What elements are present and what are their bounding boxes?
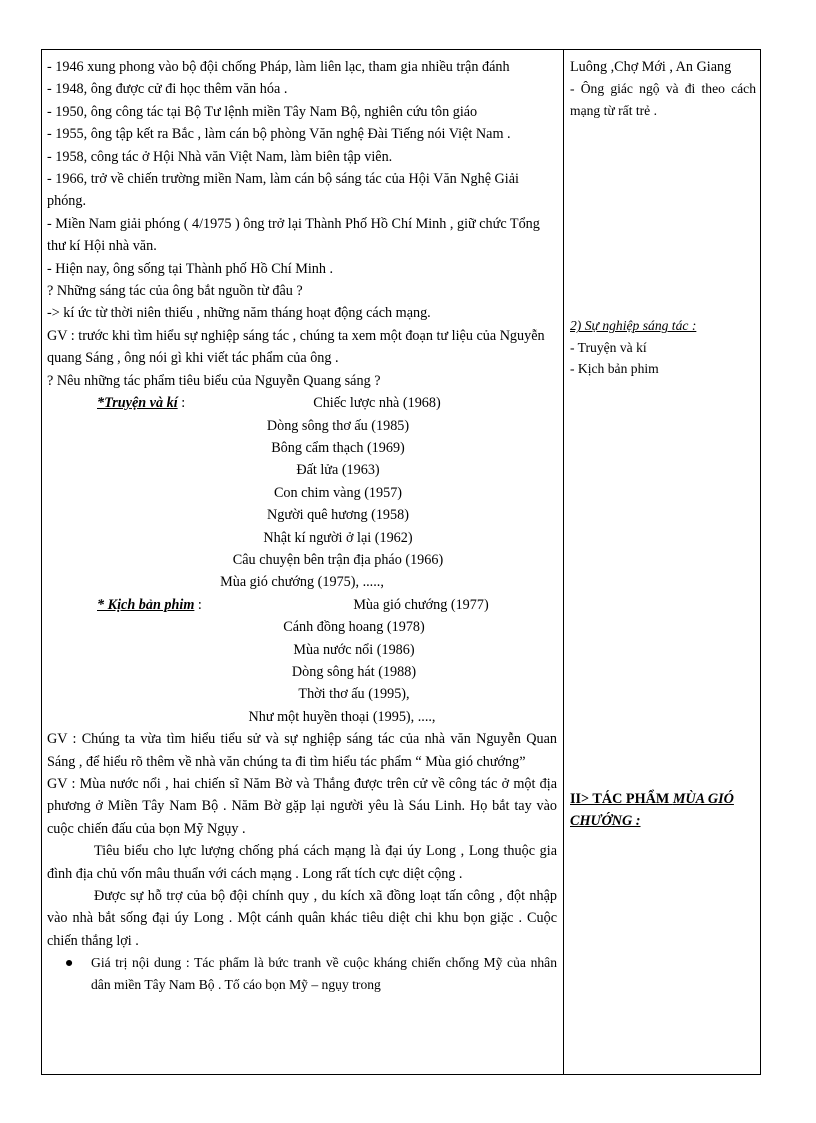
question-line: ? Nêu những tác phẩm tiêu biểu của Nguyễn Quang sáng ? — [47, 372, 381, 389]
question-line: ? Những sáng tác của ông bắt nguồn từ đâu ? — [47, 283, 303, 300]
section-item: - Truyện và kí — [570, 339, 647, 355]
work-title: Dòng sông thơ ấu (1985) — [266, 417, 410, 434]
work-title: Như một huyền thoại (1995), ...., — [248, 708, 436, 725]
work-title: Cánh đồng hoang (1978) — [283, 619, 425, 636]
section-item: - Kịch bản phim — [570, 361, 659, 377]
work-title: Mùa gió chướng (1977) — [353, 596, 489, 613]
birthplace-text: Luông ,Chợ Mới , An Giang — [570, 59, 732, 75]
work-title: Chiếc lược nhà (1968) — [313, 395, 441, 412]
left-column — [47, 56, 557, 995]
column-divider — [563, 50, 564, 1074]
right-column — [570, 56, 756, 833]
answer-line: -> kí ức từ thời niên thiếu , những năm tháng hoạt động cách mạng. — [47, 305, 431, 322]
bio-line: - 1948, ông được cử đi học thêm văn hóa . — [47, 81, 288, 98]
summary-paragraph: Được sự hỗ trợ của bộ đội chính quy , du kích xã đồng loạt tấn công , đột nhập vào nhà bắt sống đại úy Long . Một cánh quân khác tiêu diệt chi khu bọn giặc . Cuộc chiến thắng lợi . — [47, 888, 557, 949]
bullet-icon: ● — [64, 955, 74, 972]
bio-line: - Hiện nay, ông sống tại Thành phố Hồ Chí Minh . — [47, 260, 334, 277]
bio-line: - 1958, công tác ở Hội Nhà văn Việt Nam, làm biên tập viên. — [47, 148, 393, 165]
bullet-text: Giá trị nội dung : Tác phẩm là bức tranh về cuộc kháng chiến chống Mỹ của nhân dân miền Tây Nam Bộ . Tố cáo bọn Mỹ – ngụy trong — [91, 955, 557, 992]
teacher-note: GV : Chúng ta vừa tìm hiểu tiểu sử và sự nghiệp sáng tác của nhà văn Nguyễn Quan Sáng , để hiểu rõ thêm về nhà văn chúng ta đi tìm hiểu tác phẩm “ Mùa gió chướng” — [47, 731, 557, 770]
work-title: Nhật kí người ở lại (1962) — [263, 529, 413, 546]
content-value-bullet — [47, 952, 557, 995]
teacher-note: GV : trước khi tìm hiểu sự nghiệp sáng tác , chúng ta xem một đoạn tư liệu của Nguyễn quang Sáng , ông nói gì khi viết tác phẩm của ông . — [47, 327, 545, 367]
work-title: Bông cẩm thạch (1969) — [271, 439, 405, 456]
work-title: Thời thơ ấu (1995), — [298, 686, 410, 703]
work-title: Mùa nước nổi (1986) — [293, 641, 415, 658]
bio-line: - 1946 xung phong vào bộ đội chống Pháp, làm liên lạc, tham gia nhiều trận đánh — [47, 59, 510, 75]
bio-line: - 1955, ông tập kết ra Bắc , làm cán bộ phòng Văn nghệ Đài Tiếng nói Việt Nam . — [47, 126, 511, 143]
work-title: Con chim vàng (1957) — [273, 484, 403, 501]
content-table — [41, 49, 761, 1075]
work-title: Dòng sông hát (1988) — [291, 663, 417, 680]
section-heading: 2) Sự nghiệp sáng tác : — [570, 318, 697, 334]
section-heading-work: II> TÁC PHẨM MÙA GIÓ CHƯỚNG : — [570, 790, 734, 830]
works-stories-header: *Truyện và kí : Chiếc lược nhà (1968) — [47, 392, 557, 414]
summary-paragraph: Tiêu biểu cho lực lượng chống phá cách mạng là đại úy Long , Long thuộc gia đình địa chủ vốn mâu thuẩn với cách mạng . Long rất tích cực diệt cộng . — [47, 843, 557, 882]
bio-line: - Miền Nam giải phóng ( 4/1975 ) ông trở lại Thành Phố Hồ Chí Minh , giữ chức Tổng thư kí Hội nhà văn. — [47, 215, 540, 255]
bio-line: - 1950, ông công tác tại Bộ Tư lệnh miền Tây Nam Bộ, nghiên cứu tôn giáo — [47, 103, 478, 120]
note-text: - Ông giác ngộ và đi theo cách mạng từ rất trẻ . — [570, 81, 756, 118]
work-title: Câu chuyện bên trận địa pháo (1966) — [232, 551, 444, 568]
teacher-note: GV : Mùa nước nổi , hai chiến sĩ Năm Bờ và Thắng được trên cử về công tác ở một địa phương ở Miền Tây Nam Bộ . Năm Bờ gặp lại người yêu là Sáu Linh. Họ bắt tay vào cuộc chiến đấu của bọn Mỹ Ngụy . — [47, 776, 557, 837]
work-title: Người quê hương (1958) — [267, 507, 409, 524]
film-label: * Kịch bản phim — [97, 596, 195, 613]
work-title: Mùa gió chướng (1975), ....., — [220, 574, 384, 591]
works-film-header: * Kịch bản phim : Mùa gió chướng (1977) — [47, 594, 557, 616]
stories-label: *Truyện và kí — [97, 395, 178, 412]
work-title: Đất lửa (1963) — [296, 462, 380, 479]
bio-line: - 1966, trở về chiến trường miền Nam, làm cán bộ sáng tác của Hội Văn Nghệ Giải phóng. — [47, 171, 519, 210]
